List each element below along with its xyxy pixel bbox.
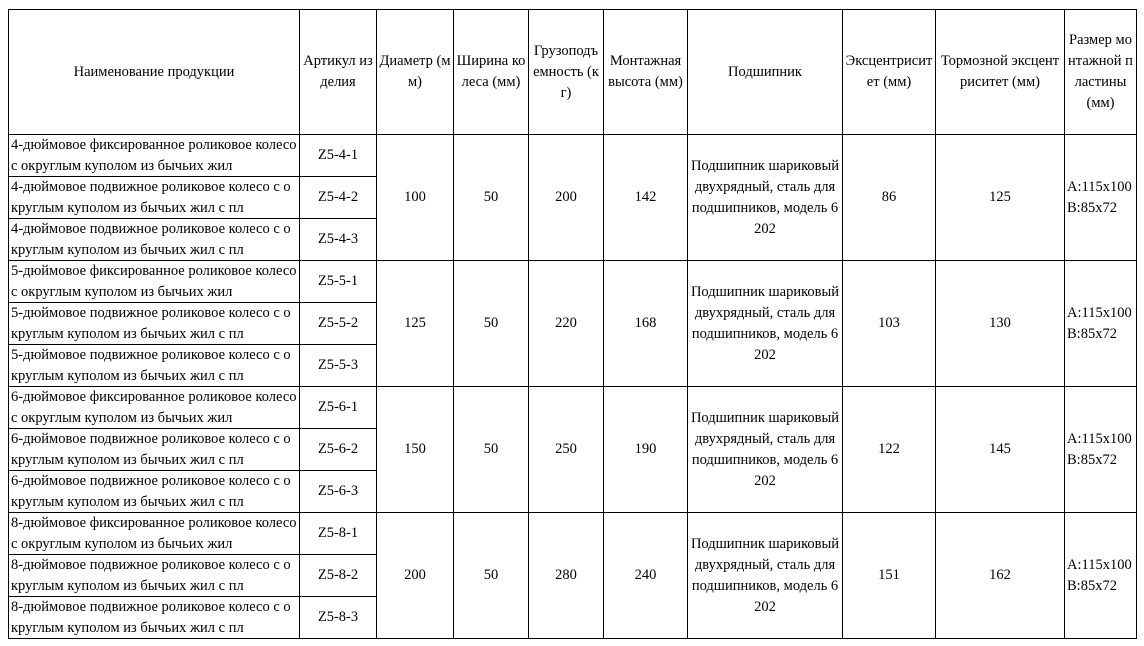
load-cell: 280 <box>529 513 604 639</box>
bearing-cell: Подшипник шариковый двухрядный, сталь для подшипников, модель 6202 <box>688 135 843 261</box>
width-cell: 50 <box>454 513 529 639</box>
product-name-cell <box>9 513 300 555</box>
header-width: Ширина колеса (мм) <box>454 10 529 135</box>
header-diameter: Диаметр (мм) <box>377 10 454 135</box>
header-article: Артикул изделия <box>300 10 377 135</box>
article-cell: Z5-8-1 <box>300 513 377 555</box>
product-name: 4-дюймовое подвижное роликовое колесо с округлым куполом из бычьих жил с пл <box>11 179 291 216</box>
article-cell: Z5-8-2 <box>300 555 377 597</box>
product-name-cell <box>9 261 300 303</box>
product-name-cell <box>9 345 300 387</box>
article-cell: Z5-5-3 <box>300 345 377 387</box>
width-cell: 50 <box>454 387 529 513</box>
product-name-cell <box>9 303 300 345</box>
plate-size-cell: A:115x100B:85x72 <box>1065 513 1137 639</box>
product-name: 5-дюймовое подвижное роликовое колесо с округлым куполом из бычьих жил с пл <box>11 347 291 384</box>
eccentricity-cell: 122 <box>843 387 936 513</box>
product-name-cell <box>9 177 300 219</box>
product-spec-table <box>8 9 1137 639</box>
height-cell: 168 <box>604 261 688 387</box>
product-name: 5-дюймовое фиксированное роликовое колесо с округлым куполом из бычьих жил <box>11 263 297 300</box>
product-name: 6-дюймовое подвижное роликовое колесо с округлым куполом из бычьих жил с пл <box>11 473 291 510</box>
article-cell: Z5-6-2 <box>300 429 377 471</box>
brake-eccentricity-cell: 145 <box>936 387 1065 513</box>
bearing-cell: Подшипник шариковый двухрядный, сталь для подшипников, модель 6202 <box>688 513 843 639</box>
plate-size-cell: A:115x100B:85x72 <box>1065 387 1137 513</box>
header-bearing: Подшипник <box>688 10 843 135</box>
product-name: 4-дюймовое фиксированное роликовое колесо с округлым куполом из бычьих жил <box>11 137 297 174</box>
product-name-cell <box>9 135 300 177</box>
diameter-cell: 200 <box>377 513 454 639</box>
article-cell: Z5-4-2 <box>300 177 377 219</box>
width-cell: 50 <box>454 135 529 261</box>
header-name: Наименование продукции <box>9 10 300 135</box>
height-cell: 240 <box>604 513 688 639</box>
header-height: Монтажная высота (мм) <box>604 10 688 135</box>
brake-eccentricity-cell: 162 <box>936 513 1065 639</box>
plate-size-cell: A:115x100B:85x72 <box>1065 135 1137 261</box>
header-brake: Тормозной эксцентриситет (мм) <box>936 10 1065 135</box>
bearing-cell: Подшипник шариковый двухрядный, сталь для подшипников, модель 6202 <box>688 387 843 513</box>
article-cell: Z5-4-1 <box>300 135 377 177</box>
height-cell: 190 <box>604 387 688 513</box>
product-name: 4-дюймовое подвижное роликовое колесо с округлым куполом из бычьих жил с пл <box>11 221 291 258</box>
brake-eccentricity-cell: 125 <box>936 135 1065 261</box>
table-row <box>9 261 1137 303</box>
table-row <box>9 513 1137 555</box>
load-cell: 220 <box>529 261 604 387</box>
article-cell: Z5-8-3 <box>300 597 377 639</box>
product-name-cell <box>9 387 300 429</box>
eccentricity-cell: 151 <box>843 513 936 639</box>
diameter-cell: 125 <box>377 261 454 387</box>
height-cell: 142 <box>604 135 688 261</box>
load-cell: 250 <box>529 387 604 513</box>
article-cell: Z5-6-1 <box>300 387 377 429</box>
diameter-cell: 150 <box>377 387 454 513</box>
product-name-cell <box>9 429 300 471</box>
bearing-cell: Подшипник шариковый двухрядный, сталь для подшипников, модель 6202 <box>688 261 843 387</box>
article-cell: Z5-6-3 <box>300 471 377 513</box>
width-cell: 50 <box>454 261 529 387</box>
product-name: 6-дюймовое фиксированное роликовое колесо с округлым куполом из бычьих жил <box>11 389 297 426</box>
table-row <box>9 135 1137 177</box>
product-name: 8-дюймовое фиксированное роликовое колесо с округлым куполом из бычьих жил <box>11 515 297 552</box>
eccentricity-cell: 86 <box>843 135 936 261</box>
product-name-cell <box>9 555 300 597</box>
product-name: 5-дюймовое подвижное роликовое колесо с округлым куполом из бычьих жил с пл <box>11 305 291 342</box>
eccentricity-cell: 103 <box>843 261 936 387</box>
article-cell: Z5-5-2 <box>300 303 377 345</box>
plate-size-cell: A:115x100B:85x72 <box>1065 261 1137 387</box>
product-name: 8-дюймовое подвижное роликовое колесо с округлым куполом из бычьих жил с пл <box>11 557 291 594</box>
header-row <box>9 10 1137 135</box>
article-cell: Z5-5-1 <box>300 261 377 303</box>
table-row <box>9 387 1137 429</box>
brake-eccentricity-cell: 130 <box>936 261 1065 387</box>
product-name: 8-дюймовое подвижное роликовое колесо с округлым куполом из бычьих жил с пл <box>11 599 291 636</box>
header-plate: Размер монтажной пластины (мм) <box>1065 10 1137 135</box>
product-name: 6-дюймовое подвижное роликовое колесо с округлым куполом из бычьих жил с пл <box>11 431 291 468</box>
article-cell: Z5-4-3 <box>300 219 377 261</box>
product-name-cell <box>9 471 300 513</box>
product-name-cell <box>9 219 300 261</box>
product-name-cell <box>9 597 300 639</box>
diameter-cell: 100 <box>377 135 454 261</box>
header-load: Грузоподъемность (кг) <box>529 10 604 135</box>
load-cell: 200 <box>529 135 604 261</box>
header-eccentricity: Эксцентриситет (мм) <box>843 10 936 135</box>
